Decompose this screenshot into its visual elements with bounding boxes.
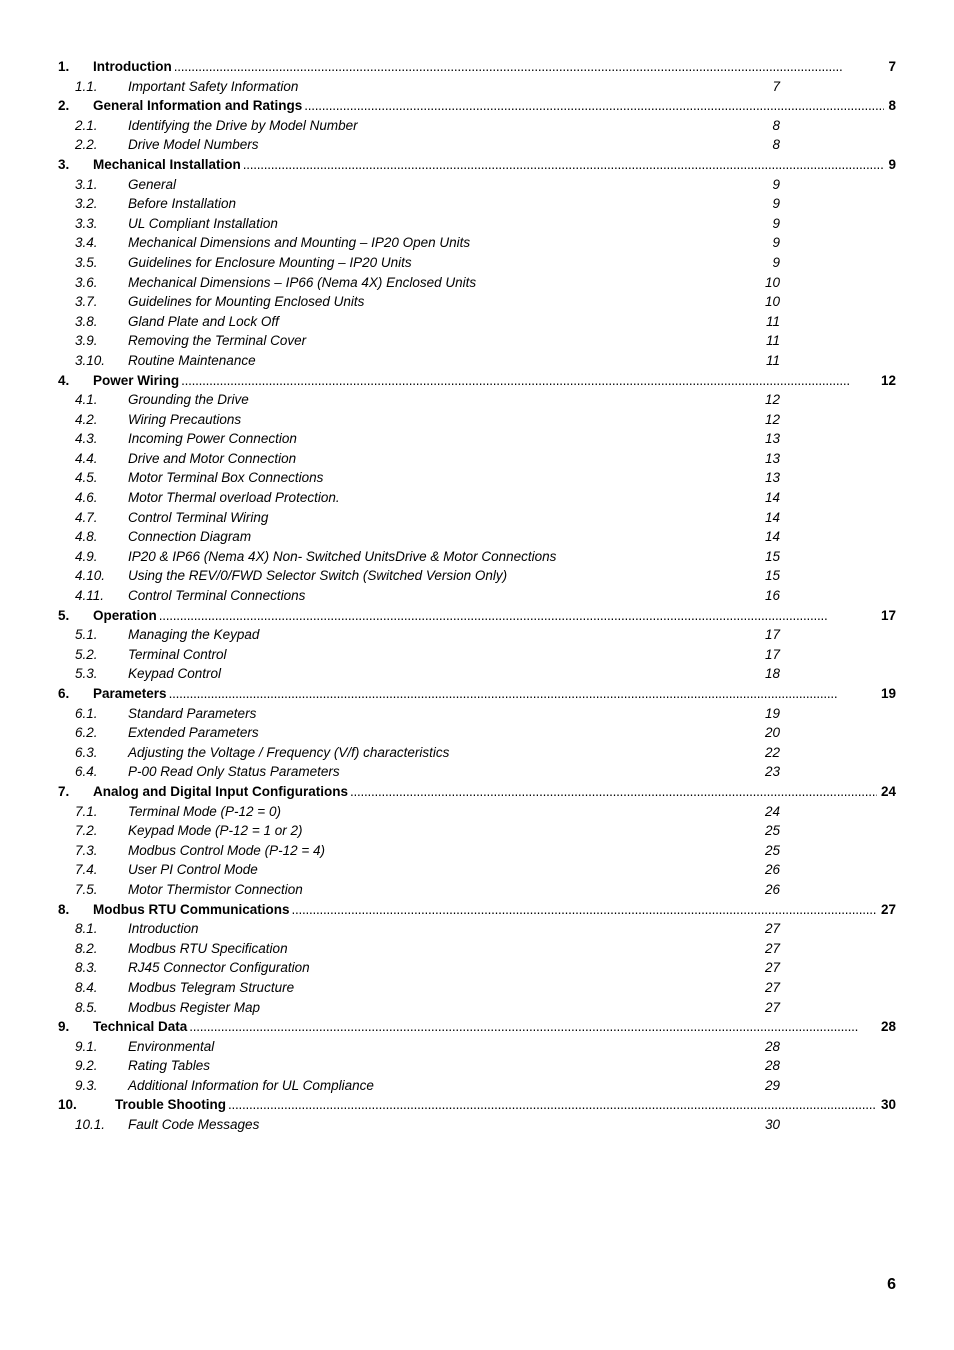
subsection-page: 14 xyxy=(764,529,780,545)
toc-subsection-entry[interactable] xyxy=(58,821,896,841)
toc-subsection-entry[interactable] xyxy=(58,802,896,822)
subsection-number: 7.1. xyxy=(75,803,98,819)
subsection-title: Motor Thermistor Connection xyxy=(128,881,303,897)
subsection-title: Additional Information for UL Compliance xyxy=(128,1077,374,1093)
section-page: 24 xyxy=(880,783,896,799)
toc-section-entry[interactable] xyxy=(58,96,896,116)
toc-subsection-entry[interactable] xyxy=(58,292,896,312)
dot-leader xyxy=(187,1017,877,1037)
toc-subsection-entry[interactable] xyxy=(58,116,896,136)
section-page: 30 xyxy=(880,1097,896,1113)
subsection-title: Incoming Power Connection xyxy=(128,431,297,447)
toc-section-entry[interactable] xyxy=(58,1095,896,1115)
section-title: Introduction xyxy=(93,59,172,74)
subsection-number: 5.1. xyxy=(75,627,98,643)
toc-subsection-entry[interactable] xyxy=(58,468,896,488)
toc-subsection-entry[interactable] xyxy=(58,233,896,253)
dot-leader xyxy=(226,1095,877,1115)
section-title: Modbus RTU Communications xyxy=(93,901,290,917)
subsection-page: 11 xyxy=(765,313,780,329)
subsection-title: Drive and Motor Connection xyxy=(128,450,297,466)
toc-subsection-entry[interactable] xyxy=(58,273,896,293)
subsection-number: 7.4. xyxy=(75,862,98,878)
subsection-page: 15 xyxy=(764,548,780,564)
toc-subsection-entry[interactable] xyxy=(58,351,896,371)
subsection-number: 4.6. xyxy=(75,490,98,506)
subsection-number: 4.4. xyxy=(75,450,98,466)
toc-subsection-entry[interactable] xyxy=(58,312,896,332)
toc-subsection-entry[interactable] xyxy=(58,547,896,567)
section-number: 6. xyxy=(58,686,70,701)
toc-subsection-entry[interactable] xyxy=(58,880,896,900)
subsection-number: 3.6. xyxy=(75,274,98,290)
toc-subsection-entry[interactable] xyxy=(58,135,896,155)
subsection-number: 8.5. xyxy=(75,999,98,1015)
subsection-page: 22 xyxy=(764,744,780,760)
toc-section-entry[interactable] xyxy=(58,371,896,391)
subsection-number: 10.1. xyxy=(75,1117,106,1133)
toc-subsection-entry[interactable] xyxy=(58,429,896,449)
subsection-number: 6.2. xyxy=(75,725,98,741)
subsection-page: 12 xyxy=(764,411,780,427)
subsection-page: 27 xyxy=(764,940,780,956)
subsection-title: Guidelines for Enclosure Mounting – IP20 Units xyxy=(128,254,412,270)
dot-leader xyxy=(172,57,885,77)
toc-subsection-entry[interactable] xyxy=(58,958,896,978)
subsection-number: 7.2. xyxy=(75,823,98,839)
subsection-title: Terminal Mode (P-12 = 0) xyxy=(128,803,281,819)
subsection-number: 8.2. xyxy=(75,940,98,956)
section-page: 8 xyxy=(888,98,896,114)
subsection-page: 30 xyxy=(764,1117,780,1133)
dot-leader xyxy=(348,782,877,802)
subsection-number: 9.1. xyxy=(75,1038,98,1054)
subsection-page: 27 xyxy=(764,979,780,995)
subsection-page: 9 xyxy=(772,215,780,231)
subsection-title: Gland Plate and Lock Off xyxy=(128,313,279,329)
subsection-title: Identifying the Drive by Model Number xyxy=(128,117,358,133)
subsection-number: 3.3. xyxy=(75,215,98,231)
toc-subsection-entry[interactable] xyxy=(58,939,896,959)
dot-leader xyxy=(241,155,885,175)
subsection-title: Connection Diagram xyxy=(128,529,252,545)
subsection-number: 1.1. xyxy=(75,78,98,94)
subsection-page: 13 xyxy=(764,470,780,486)
toc-section-entry[interactable] xyxy=(58,57,896,77)
toc-subsection-entry[interactable] xyxy=(58,762,896,782)
subsection-page: 11 xyxy=(765,352,780,368)
subsection-title: Wiring Precautions xyxy=(128,411,242,427)
subsection-title: Keypad Mode (P-12 = 1 or 2) xyxy=(128,823,303,839)
subsection-title: Control Terminal Wiring xyxy=(128,509,269,525)
subsection-title: Managing the Keypad xyxy=(128,627,260,643)
subsection-page: 7 xyxy=(772,78,780,94)
subsection-page: 13 xyxy=(764,450,780,466)
section-number: 8. xyxy=(58,901,70,917)
subsection-number: 2.1. xyxy=(75,117,98,133)
subsection-number: 3.7. xyxy=(75,294,98,310)
dot-leader xyxy=(167,684,877,704)
subsection-number: 4.11. xyxy=(75,588,105,604)
subsection-title: Guidelines for Mounting Enclosed Units xyxy=(128,294,365,310)
subsection-page: 10 xyxy=(764,274,780,290)
subsection-page: 12 xyxy=(764,392,780,408)
subsection-number: 3.2. xyxy=(75,196,98,212)
subsection-title: Mechanical Dimensions and Mounting – IP20 Open Units xyxy=(128,235,471,251)
subsection-title: Standard Parameters xyxy=(128,705,257,721)
subsection-title: RJ45 Connector Configuration xyxy=(128,960,310,976)
subsection-page: 9 xyxy=(772,196,780,212)
subsection-number: 2.2. xyxy=(75,137,98,153)
toc-subsection-entry[interactable] xyxy=(58,978,896,998)
toc-subsection-entry[interactable] xyxy=(58,1115,896,1135)
subsection-title: Environmental xyxy=(128,1038,215,1054)
toc-subsection-entry[interactable] xyxy=(58,214,896,234)
table-of-contents xyxy=(58,57,896,1135)
subsection-number: 4.2. xyxy=(75,411,98,427)
subsection-number: 7.5. xyxy=(75,881,98,897)
toc-subsection-entry[interactable] xyxy=(58,841,896,861)
toc-section-entry[interactable] xyxy=(58,1017,896,1037)
subsection-title: Motor Thermal overload Protection. xyxy=(128,490,340,506)
subsection-number: 6.1. xyxy=(75,705,98,721)
section-title: Power Wiring xyxy=(93,372,180,388)
subsection-page: 20 xyxy=(764,725,780,741)
page-number: 6 xyxy=(887,1276,896,1293)
subsection-page: 25 xyxy=(764,823,780,839)
dot-leader xyxy=(179,371,877,391)
subsection-page: 9 xyxy=(772,235,780,251)
dot-leader xyxy=(157,606,877,626)
subsection-title: Modbus Telegram Structure xyxy=(128,979,295,995)
toc-subsection-entry[interactable] xyxy=(58,449,896,469)
subsection-page: 13 xyxy=(764,431,780,447)
subsection-number: 8.3. xyxy=(75,960,98,976)
toc-section-entry[interactable] xyxy=(58,900,896,920)
toc-subsection-entry[interactable] xyxy=(58,253,896,273)
toc-subsection-entry[interactable] xyxy=(58,175,896,195)
toc-subsection-entry[interactable] xyxy=(58,723,896,743)
subsection-page: 28 xyxy=(764,1058,780,1074)
subsection-title: IP20 & IP66 (Nema 4X) Non- Switched UnitsDrive & Motor Connections xyxy=(128,548,557,564)
subsection-number: 9.3. xyxy=(75,1077,98,1093)
subsection-title: Control Terminal Connections xyxy=(128,588,306,604)
section-page: 7 xyxy=(888,59,896,74)
section-number: 1. xyxy=(58,59,70,74)
toc-subsection-entry[interactable] xyxy=(58,998,896,1018)
subsection-number: 5.3. xyxy=(75,666,98,682)
subsection-page: 8 xyxy=(772,137,780,153)
section-title: Operation xyxy=(93,607,157,623)
section-number: 2. xyxy=(58,98,70,114)
subsection-page: 23 xyxy=(764,764,780,780)
subsection-number: 4.3. xyxy=(75,431,98,447)
toc-subsection-entry[interactable] xyxy=(58,390,896,410)
subsection-page: 15 xyxy=(764,568,780,584)
toc-subsection-entry[interactable] xyxy=(58,194,896,214)
subsection-number: 6.4. xyxy=(75,764,98,780)
subsection-title: P-00 Read Only Status Parameters xyxy=(128,764,340,780)
subsection-number: 3.1. xyxy=(75,176,98,192)
section-title: Technical Data xyxy=(93,1019,188,1035)
subsection-page: 17 xyxy=(764,646,780,662)
subsection-page: 28 xyxy=(764,1038,780,1054)
subsection-title: Grounding the Drive xyxy=(128,392,249,408)
section-page: 28 xyxy=(880,1019,896,1035)
subsection-title: Modbus Register Map xyxy=(128,999,261,1015)
subsection-number: 4.9. xyxy=(75,548,98,564)
toc-subsection-entry[interactable] xyxy=(58,1076,896,1096)
subsection-title: Extended Parameters xyxy=(128,725,259,741)
subsection-number: 3.8. xyxy=(75,313,98,329)
subsection-number: 7.3. xyxy=(75,842,98,858)
toc-subsection-entry[interactable] xyxy=(58,410,896,430)
subsection-page: 27 xyxy=(764,999,780,1015)
subsection-title: Mechanical Dimensions – IP66 (Nema 4X) Enclosed Units xyxy=(128,274,477,290)
subsection-page: 29 xyxy=(764,1077,780,1093)
subsection-number: 9.2. xyxy=(75,1058,98,1074)
toc-subsection-entry[interactable] xyxy=(58,704,896,724)
subsection-number: 3.10. xyxy=(75,352,106,368)
subsection-page: 27 xyxy=(764,921,780,937)
subsection-page: 10 xyxy=(764,294,780,310)
subsection-number: 8.1. xyxy=(75,921,98,937)
section-page: 27 xyxy=(880,901,896,917)
subsection-title: Important Safety Information xyxy=(128,78,299,94)
section-number: 10. xyxy=(58,1097,77,1113)
section-title: Parameters xyxy=(93,686,167,701)
subsection-page: 18 xyxy=(764,666,780,682)
toc-subsection-entry[interactable] xyxy=(58,527,896,547)
section-number: 5. xyxy=(58,607,70,623)
section-page: 19 xyxy=(880,686,896,701)
subsection-title: Before Installation xyxy=(128,196,237,212)
section-title: General Information and Ratings xyxy=(93,98,303,114)
subsection-number: 4.8. xyxy=(75,529,98,545)
toc-subsection-entry[interactable] xyxy=(58,1056,896,1076)
subsection-page: 24 xyxy=(764,803,780,819)
toc-subsection-entry[interactable] xyxy=(58,645,896,665)
subsection-title: Using the REV/0/FWD Selector Switch (Switched Version Only) xyxy=(128,568,508,584)
subsection-title: Fault Code Messages xyxy=(128,1117,260,1133)
subsection-title: Drive Model Numbers xyxy=(128,137,259,153)
toc-subsection-entry[interactable] xyxy=(58,919,896,939)
toc-section-entry[interactable] xyxy=(58,606,896,626)
subsection-page: 19 xyxy=(764,705,780,721)
toc-section-entry[interactable] xyxy=(58,782,896,802)
subsection-page: 27 xyxy=(764,960,780,976)
subsection-title: User PI Control Mode xyxy=(128,862,258,878)
subsection-title: Keypad Control xyxy=(128,666,222,682)
toc-subsection-entry[interactable] xyxy=(58,77,896,97)
subsection-title: Terminal Control xyxy=(128,646,227,662)
subsection-number: 6.3. xyxy=(75,744,98,760)
subsection-page: 8 xyxy=(772,117,780,133)
toc-section-entry[interactable] xyxy=(58,155,896,175)
subsection-title: Motor Terminal Box Connections xyxy=(128,470,324,486)
dot-leader xyxy=(302,96,884,116)
subsection-number: 8.4. xyxy=(75,979,98,995)
section-number: 7. xyxy=(58,783,70,799)
subsection-title: Adjusting the Voltage / Frequency (V/f) characteristics xyxy=(128,744,450,760)
subsection-title: Rating Tables xyxy=(128,1058,211,1074)
subsection-title: Introduction xyxy=(128,921,199,937)
toc-subsection-entry[interactable] xyxy=(58,1037,896,1057)
toc-subsection-entry[interactable] xyxy=(58,331,896,351)
subsection-page: 9 xyxy=(772,176,780,192)
toc-subsection-entry[interactable] xyxy=(58,508,896,528)
section-title: Mechanical Installation xyxy=(93,156,241,172)
section-page: 17 xyxy=(880,607,896,623)
section-number: 3. xyxy=(58,156,70,172)
toc-subsection-entry[interactable] xyxy=(58,586,896,606)
toc-subsection-entry[interactable] xyxy=(58,743,896,763)
toc-subsection-entry[interactable] xyxy=(58,664,896,684)
subsection-page: 16 xyxy=(764,588,780,604)
subsection-title: Routine Maintenance xyxy=(128,352,256,368)
subsection-page: 26 xyxy=(764,881,780,897)
subsection-page: 25 xyxy=(764,842,780,858)
section-page: 9 xyxy=(888,156,896,172)
subsection-page: 14 xyxy=(764,509,780,525)
section-title: Analog and Digital Input Configurations xyxy=(93,783,348,799)
toc-subsection-entry[interactable] xyxy=(58,625,896,645)
subsection-number: 4.5. xyxy=(75,470,98,486)
subsection-number: 3.4. xyxy=(75,235,98,251)
toc-subsection-entry[interactable] xyxy=(58,860,896,880)
subsection-number: 4.7. xyxy=(75,509,98,525)
subsection-page: 17 xyxy=(764,627,780,643)
section-number: 9. xyxy=(58,1019,70,1035)
subsection-number: 5.2. xyxy=(75,646,98,662)
dot-leader xyxy=(290,900,877,920)
subsection-title: General xyxy=(128,176,177,192)
subsection-title: Modbus Control Mode (P-12 = 4) xyxy=(128,842,325,858)
section-page: 12 xyxy=(880,372,896,388)
subsection-title: UL Compliant Installation xyxy=(128,215,278,231)
toc-subsection-entry[interactable] xyxy=(58,488,896,508)
subsection-number: 4.1. xyxy=(75,392,98,408)
subsection-page: 26 xyxy=(764,862,780,878)
subsection-page: 14 xyxy=(764,490,780,506)
subsection-page: 9 xyxy=(772,254,780,270)
subsection-number: 3.5. xyxy=(75,254,98,270)
toc-subsection-entry[interactable] xyxy=(58,566,896,586)
section-title: Trouble Shooting xyxy=(115,1097,226,1113)
section-number: 4. xyxy=(58,372,70,388)
subsection-number: 4.10. xyxy=(75,568,106,584)
subsection-title: Removing the Terminal Cover xyxy=(128,333,307,349)
toc-section-entry[interactable] xyxy=(58,684,896,704)
subsection-page: 11 xyxy=(765,333,780,349)
subsection-title: Modbus RTU Specification xyxy=(128,940,288,956)
subsection-number: 3.9. xyxy=(75,333,98,349)
